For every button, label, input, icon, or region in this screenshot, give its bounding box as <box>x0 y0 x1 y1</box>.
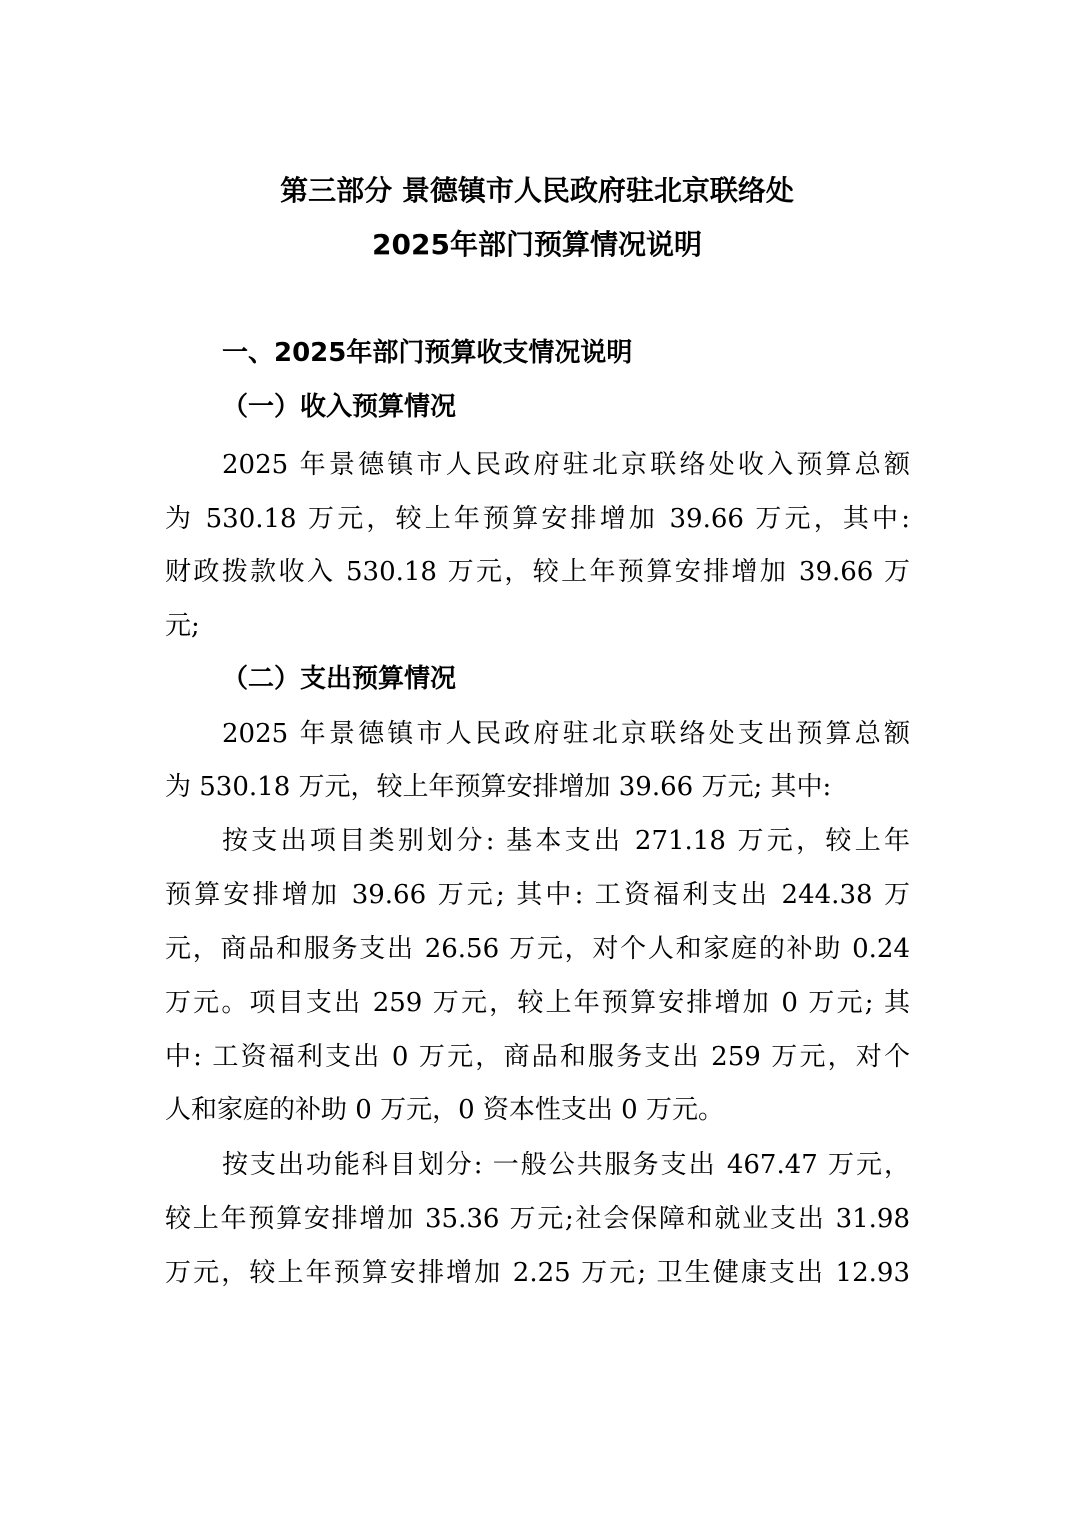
expense-category-line: 人和家庭的补助 0 万元，0 资本性支出 0 万元。 <box>165 1095 724 1125</box>
subsection-heading-expense: （二）支出预算情况 <box>222 664 457 694</box>
subsection-heading-income: （一）收入预算情况 <box>222 392 457 422</box>
expense-paragraph-line: 2025 年景德镇市人民政府驻北京联络处支出预算总额 <box>222 719 910 749</box>
expense-category-line: 元，商品和服务支出 26.56 万元，对个人和家庭的补助 0.24 <box>165 934 910 964</box>
expense-function-line: 较上年预算安排增加 35.36 万元;社会保障和就业支出 31.98 <box>165 1204 910 1234</box>
expense-paragraph-line: 为 530.18 万元，较上年预算安排增加 39.66 万元; 其中: <box>165 772 832 802</box>
document-title-line-1: 第三部分 景德镇市人民政府驻北京联络处 <box>280 174 794 207</box>
expense-category-line: 按支出项目类别划分: 基本支出 271.18 万元，较上年 <box>222 826 910 856</box>
expense-function-line: 按支出功能科目划分: 一般公共服务支出 467.47 万元， <box>222 1150 910 1180</box>
expense-category-line: 万元。项目支出 259 万元，较上年预算安排增加 0 万元; 其 <box>165 988 910 1018</box>
document-title-line-2: 2025年部门预算情况说明 <box>372 228 702 261</box>
income-paragraph-line: 2025 年景德镇市人民政府驻北京联络处收入预算总额 <box>222 450 910 480</box>
income-paragraph-line: 元; <box>165 611 200 641</box>
income-paragraph-line: 财政拨款收入 530.18 万元，较上年预算安排增加 39.66 万 <box>165 557 910 587</box>
expense-function-line: 万元，较上年预算安排增加 2.25 万元; 卫生健康支出 12.93 <box>165 1258 910 1288</box>
expense-category-line: 中: 工资福利支出 0 万元，商品和服务支出 259 万元，对个 <box>165 1042 910 1072</box>
expense-category-line: 预算安排增加 39.66 万元; 其中: 工资福利支出 244.38 万 <box>165 880 910 910</box>
section-heading: 一、2025年部门预算收支情况说明 <box>222 338 633 368</box>
income-paragraph-line: 为 530.18 万元，较上年预算安排增加 39.66 万元，其中: <box>165 504 910 534</box>
